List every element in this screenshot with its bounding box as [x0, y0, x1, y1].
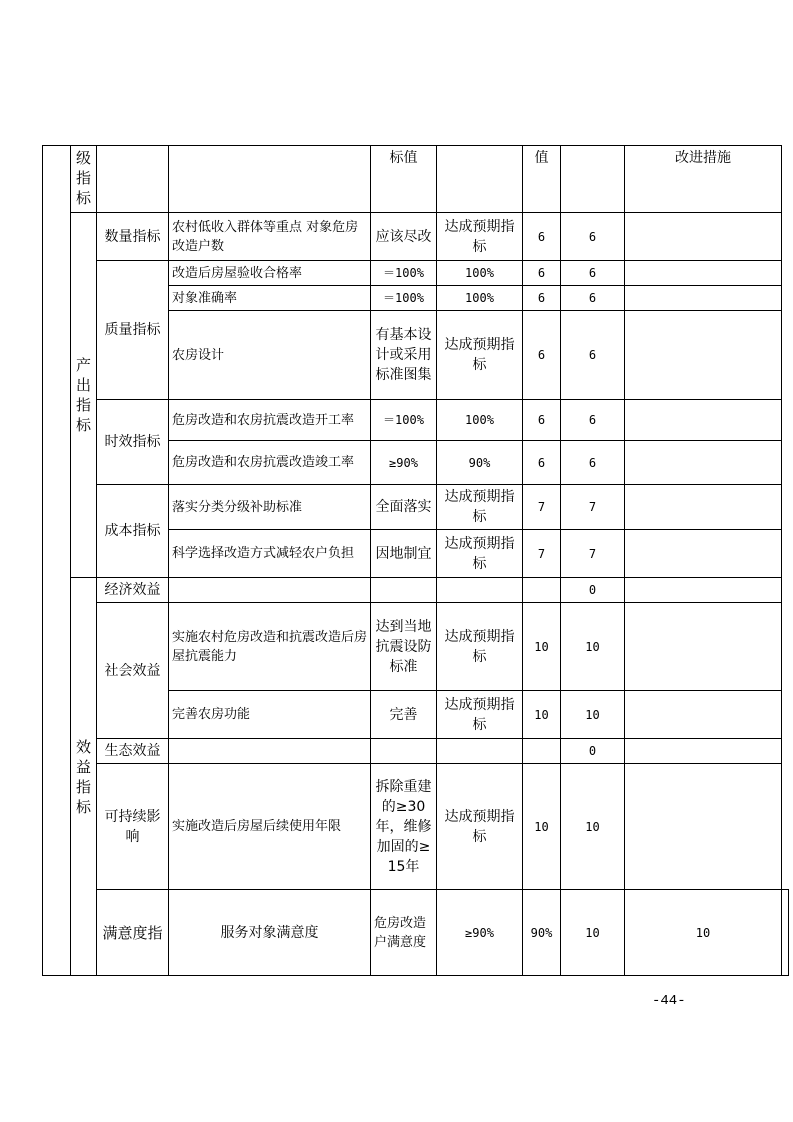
actual-cell: 达成预期指标	[437, 764, 523, 890]
weight-cell: 6	[523, 213, 561, 261]
target-cell: ＝100%	[371, 261, 437, 286]
section-benefit: 效益指标	[71, 578, 97, 976]
target-cell: ＝100%	[371, 400, 437, 441]
indicator-cell: 对象准确率	[169, 286, 371, 311]
measures-cell	[625, 530, 782, 578]
measures-cell	[625, 400, 782, 441]
weight-cell: 6	[523, 311, 561, 400]
indicator-cell: 实施改造后房屋后续使用年限	[169, 764, 371, 890]
weight-cell: 6	[523, 286, 561, 311]
header-row	[43, 146, 789, 213]
target-cell: 有基本设计或采用标准图集	[371, 311, 437, 400]
target-cell	[371, 739, 437, 764]
weight-cell: 10	[523, 764, 561, 890]
weight-cell	[523, 578, 561, 603]
score-cell: 10	[625, 890, 782, 976]
table-row	[43, 213, 789, 261]
weight-cell: 6	[523, 441, 561, 485]
actual-cell: 达成预期指标	[437, 530, 523, 578]
weight-cell: 10	[523, 691, 561, 739]
indicator-cell: 农村低收入群体等重点 对象危房改造户数	[169, 213, 371, 261]
header-empty	[169, 146, 371, 213]
actual-cell	[437, 578, 523, 603]
actual-cell: 达成预期指标	[437, 311, 523, 400]
measures-cell	[782, 890, 789, 976]
target-cell: ＝100%	[371, 286, 437, 311]
score-cell: 0	[561, 578, 625, 603]
weight-cell: 10	[523, 603, 561, 691]
weight-cell: 7	[523, 530, 561, 578]
category-service: 服务对象满意度	[169, 890, 371, 976]
table-row	[43, 485, 789, 530]
measures-label: 改进措施	[625, 146, 782, 213]
header-empty	[437, 146, 523, 213]
actual-cell: 达成预期指标	[437, 603, 523, 691]
score-label: 值	[523, 146, 561, 213]
measures-cell	[625, 578, 782, 603]
actual-cell: 100%	[437, 286, 523, 311]
indicator-cell	[169, 578, 371, 603]
target-cell: ≥90%	[437, 890, 523, 976]
indicator-cell: 落实分类分级补助标准	[169, 485, 371, 530]
actual-cell: 100%	[437, 261, 523, 286]
target-cell: 应该尽改	[371, 213, 437, 261]
weight-cell	[523, 739, 561, 764]
category-ecological: 生态效益	[97, 739, 169, 764]
measures-cell	[625, 485, 782, 530]
actual-cell: 达成预期指标	[437, 691, 523, 739]
page-number: -44-	[652, 993, 686, 1009]
category-cost: 成本指标	[97, 485, 169, 578]
measures-cell	[625, 261, 782, 286]
score-cell: 7	[561, 530, 625, 578]
measures-cell	[625, 764, 782, 890]
measures-cell	[625, 691, 782, 739]
measures-cell	[625, 286, 782, 311]
header-empty	[561, 146, 625, 213]
category-sustainable: 可持续影响	[97, 764, 169, 890]
category-quantity: 数量指标	[97, 213, 169, 261]
actual-cell: 90%	[437, 441, 523, 485]
score-cell: 6	[561, 400, 625, 441]
category-economic: 经济效益	[97, 578, 169, 603]
indicator-cell: 完善农房功能	[169, 691, 371, 739]
indicator-cell: 危房改造和农房抗震改造开工率	[169, 400, 371, 441]
target-cell: 达到当地抗震设防标准	[371, 603, 437, 691]
weight-cell: 6	[523, 400, 561, 441]
target-cell: 因地制宜	[371, 530, 437, 578]
score-cell: 0	[561, 739, 625, 764]
indicator-cell: 农房设计	[169, 311, 371, 400]
actual-cell	[437, 739, 523, 764]
target-cell: 完善	[371, 691, 437, 739]
header-empty	[97, 146, 169, 213]
indicator-cell	[169, 739, 371, 764]
target-label: 标值	[371, 146, 437, 213]
score-cell: 6	[561, 213, 625, 261]
score-cell: 10	[561, 691, 625, 739]
table-row	[43, 764, 789, 890]
score-cell: 6	[561, 311, 625, 400]
target-cell	[371, 578, 437, 603]
actual-cell: 达成预期指标	[437, 213, 523, 261]
weight-cell: 7	[523, 485, 561, 530]
indicator-cell: 改造后房屋验收合格率	[169, 261, 371, 286]
indicator-cell: 危房改造和农房抗震改造竣工率	[169, 441, 371, 485]
indicator-cell: 危房改造户满意度	[371, 890, 437, 976]
actual-cell: 90%	[523, 890, 561, 976]
category-timeliness: 时效指标	[97, 400, 169, 485]
score-cell: 10	[561, 603, 625, 691]
blank-col	[43, 146, 71, 976]
score-cell: 6	[561, 286, 625, 311]
measures-cell	[625, 441, 782, 485]
target-cell: 拆除重建的≥30年，维修加固的≥15年	[371, 764, 437, 890]
section-output: 产出指标	[71, 213, 97, 578]
score-cell: 7	[561, 485, 625, 530]
table-row	[43, 261, 789, 286]
measures-cell	[625, 603, 782, 691]
score-cell: 6	[561, 261, 625, 286]
indicator-cell: 实施农村危房改造和抗震改造后房屋抗震能力	[169, 603, 371, 691]
level-label: 级指标	[71, 146, 97, 213]
target-cell: 全面落实	[371, 485, 437, 530]
performance-table	[42, 145, 789, 976]
table-row	[43, 578, 789, 603]
target-cell: ≥90%	[371, 441, 437, 485]
table-row	[43, 400, 789, 441]
score-cell: 6	[561, 441, 625, 485]
table-row	[43, 890, 789, 976]
section-satisfaction: 满意度指	[97, 890, 169, 976]
actual-cell: 达成预期指标	[437, 485, 523, 530]
weight-cell: 6	[523, 261, 561, 286]
table-row	[43, 603, 789, 691]
table-row	[43, 739, 789, 764]
score-cell: 10	[561, 764, 625, 890]
actual-cell: 100%	[437, 400, 523, 441]
measures-cell	[625, 311, 782, 400]
weight-cell: 10	[561, 890, 625, 976]
indicator-cell: 科学选择改造方式减轻农户负担	[169, 530, 371, 578]
measures-cell	[625, 739, 782, 764]
category-quality: 质量指标	[97, 261, 169, 400]
measures-cell	[625, 213, 782, 261]
category-social: 社会效益	[97, 603, 169, 739]
